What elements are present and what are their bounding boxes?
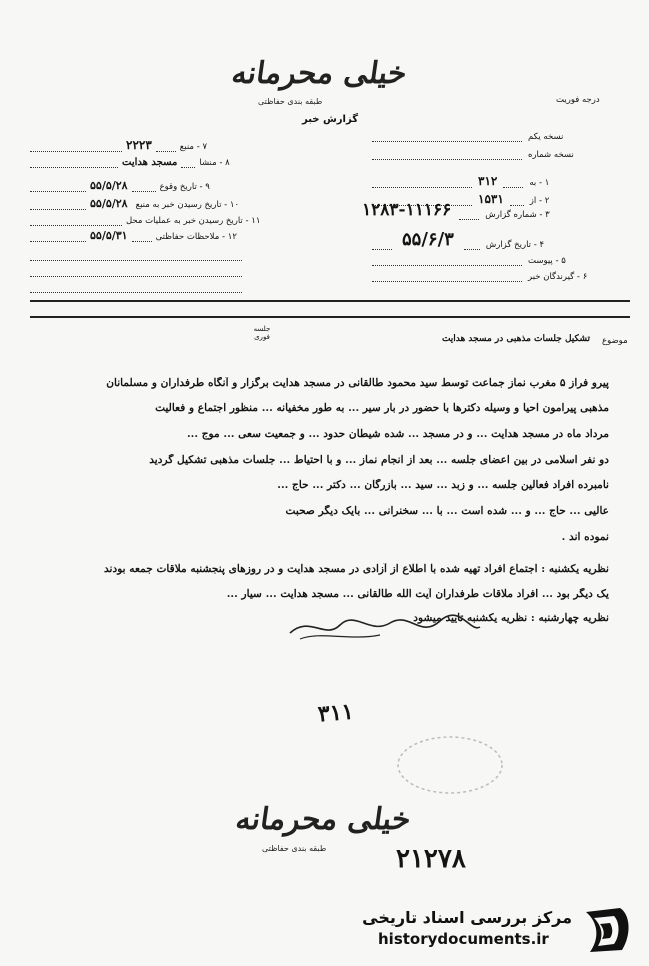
body-line: نموده اند .	[561, 531, 609, 543]
field-origin-value: مسجد هدایت	[122, 157, 178, 168]
opinion-line: نظریه یکشنبه : اجتماع افراد تهیه شده با اطلاع از آزادی در مسجد هدایت و در روزهای پنجشنبه ملاقات جمعه بودند	[103, 563, 609, 575]
subject-note: جلسه فوری	[253, 325, 271, 341]
watermark-org-name: مرکز بررسی اسناد تاریخی	[362, 908, 572, 927]
body-line: مذهبی پیرامون احیا و وسیله دکترها با حضور در بار سیر ... به طور مخفیانه ... منظور اجتماع و فعالیت	[155, 402, 609, 414]
field-report-number-label: ۳ - شماره گزارش	[485, 210, 550, 220]
field-source-label: ۷ - منبع	[179, 142, 208, 152]
urgency-label: درجه فوریت	[556, 95, 600, 105]
field-event-date	[30, 180, 280, 192]
subject-label: موضوع	[602, 336, 628, 346]
footer-document-number: ۲۱۲۷۸	[396, 844, 466, 874]
handwritten-signature	[280, 605, 490, 645]
field-report-number-value: ۱۲۸۳-۱۱۱۶۶	[362, 200, 452, 220]
separator-line-bottom	[30, 316, 630, 318]
field-copy-number	[372, 148, 612, 160]
footer-classification-sub: طبقه بندی حفاظتی	[262, 844, 327, 853]
field-from-label: ۲ - از	[529, 196, 550, 206]
field-report-date	[372, 230, 612, 250]
field-from-value: ۱۵۳۱	[478, 192, 504, 206]
field-attachment-label: ۵ - پیوست	[528, 256, 566, 266]
archive-logo-icon	[580, 904, 636, 956]
field-to-value: ۳۱۲	[478, 174, 498, 188]
field-event-date-label: ۹ - تاریخ وقوع	[159, 182, 210, 192]
watermark-url: historydocuments.ir	[378, 930, 549, 948]
field-report-date-label: ۴ - تاریخ گزارش	[485, 240, 545, 250]
marginal-annotation: ۳۱۱	[316, 698, 355, 728]
field-source-value: ۲۲۲۳	[126, 138, 152, 152]
footer-classification-stamp: خیلی محرمانه	[233, 802, 414, 837]
field-security-notes-value: ۵۵/۵/۳۱	[90, 229, 128, 242]
field-copy-first	[372, 130, 612, 142]
body-line: عالیی ... حاج ... و ... شده است ... با ... سخنرانی ... بایک دیگر صحبت	[285, 505, 609, 517]
field-news-date-label: ۱۰ - تاریخ رسیدن خبر به منبع	[135, 200, 240, 210]
body-line: نامبرده افراد فعالین جلسه ... و زبد ... سید ... بازرگان ... دکتر ... حاج ...	[277, 479, 609, 491]
field-ops-date-label: ۱۱ - تاریخ رسیدن خبر به عملیات محل	[126, 216, 261, 226]
field-to-label: ۱ - به	[529, 178, 550, 188]
body-line: پیرو فراز ۵ مغرب نماز جماعت توسط سید محمود طالقانی در مسجد هدایت برگزار و آنگاه طرفداران و مسلمانان	[106, 377, 609, 389]
field-recipients-label: ۶ - گیرندگان خبر	[528, 272, 588, 282]
field-origin-label: ۸ - منشا	[199, 158, 230, 168]
report-title: گزارش خبر	[302, 114, 359, 125]
field-recipients	[372, 270, 612, 282]
field-report-date-value: ۵۵/۶/۳	[402, 229, 454, 250]
field-source	[30, 140, 270, 152]
field-security-notes	[30, 230, 280, 242]
field-ops-date	[30, 214, 280, 226]
field-news-date	[30, 198, 280, 210]
header-classification-sub: طبقه بندی حفاظتی	[258, 97, 323, 106]
field-to	[372, 176, 612, 188]
field-security-notes-label: ۱۲ - ملاحظات حفاظتی	[155, 232, 237, 242]
field-news-date-value: ۵۵/۵/۲۸	[90, 197, 128, 210]
field-origin	[30, 156, 270, 168]
opinion-line: یک دیگر بود ... افراد ملاقات طرفداران آیت الله طالقانی ... مسجد هدایت ... سیار ...	[226, 588, 609, 600]
field-attachment	[372, 254, 612, 266]
opinion-line: نظریه چهارشنبه : نظریه یکشنبه تایید میشود	[413, 612, 609, 624]
subject-text: تشکیل جلسات مذهبی در مسجد هدایت	[441, 334, 590, 344]
separator-line-top	[30, 300, 630, 302]
field-event-date-value: ۵۵/۵/۲۸	[90, 179, 128, 192]
field-copy-number-label: نسخه شماره	[528, 150, 574, 160]
field-copy-first-label: نسخه یکم	[528, 132, 564, 142]
faded-stamp	[390, 730, 510, 800]
body-line: مرداد ماه در مسجد هدایت ... و در مسجد ... شده شیطان حدود ... و جمعیت سعی ... موج ...	[186, 428, 609, 440]
header-classification-stamp: خیلی محرمانه	[229, 56, 410, 91]
body-line: دو نفر اسلامی در بین اعضای جلسه ... بعد از انجام نماز ... و با احتیاط ... جلسات مذهبی تشکیل گردید	[149, 454, 609, 466]
